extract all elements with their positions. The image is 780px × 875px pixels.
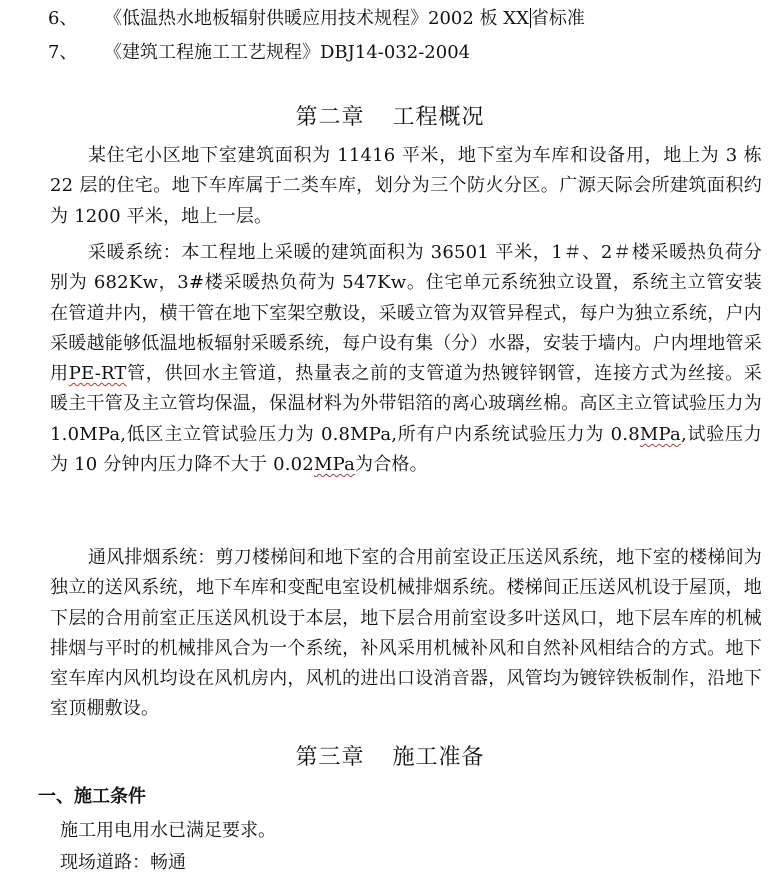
chapter-label: 第二章: [295, 105, 365, 130]
heating-text-d: 为合格。: [355, 454, 428, 476]
heating-text-c: ,试验压力为 10 分钟内压力降不大于 0.02: [50, 423, 762, 476]
heating-system-paragraph: [50, 238, 762, 480]
spellcheck-mark: MPa: [639, 423, 681, 445]
spellcheck-mark: PE-RT: [68, 363, 127, 385]
reference-text: 《低温热水地板辐射供暖应用技术规程》2002 板 XX: [104, 8, 529, 29]
overview-paragraph: 某住宅小区地下室建筑面积为 11416 平米，地下室为车库和设备用，地上为 3 栋 22 层的住宅。地下车库属于二类车库，划分为三个防火分区。广源天际会所建筑面积约为 1200 平米，地上一层。: [50, 145, 762, 227]
reference-text: 《建筑工程施工工艺规程》DBJ14-032-2004: [104, 42, 471, 63]
chapter-label: 第三章: [295, 745, 365, 770]
reference-number: 6、: [48, 8, 78, 29]
reference-item-6: [48, 7, 585, 31]
spellcheck-mark: MPa: [313, 454, 356, 476]
reference-item-7: [48, 41, 470, 65]
chapter-title: 工程概况: [392, 105, 485, 130]
text-line: 现场道路：畅通: [60, 852, 186, 873]
chapter-title: 施工准备: [392, 745, 485, 770]
heating-text-a: 采暖系统：本工程地上采暖的建筑面积为 36501 平米，1＃、2＃楼采暖热负荷分别为 682Kw，3#楼采暖热负荷为 547Kw。住宅单元系统独立设置，系统主立管安装在管道井内，横干管在地下室架空敷设，采暖立管为双管异程式，每户为独立系统，户内采暖越能够低温地板辐射采暖系统，每户设有集（分）水器，安装于墙内。户内埋地管采用: [50, 242, 762, 385]
heating-text-b: 管，供回水主管道，热量表之前的支管道为热镀锌钢管，连接方式为丝接。采暖主干管及主立管均保温，保温材料为外带铝箔的离心玻璃丝棉。高区主立管试验压力为 1.0MPa,低区主立管试验压力为 0.8MPa,所有户内系统试验压力为 0.8: [50, 363, 763, 445]
reference-number: 7、: [48, 42, 78, 63]
text-line: 施工用电用水已满足要求。: [60, 820, 276, 841]
chapter-2-heading: [0, 104, 780, 132]
chapter-3-heading: [0, 744, 780, 772]
ventilation-paragraph: 通风排烟系统：剪刀楼梯间和地下室的合用前室设正压送风系统，地下室的楼梯间为独立的送风系统，地下车库和变配电室设机械排烟系统。楼梯间正压送风机设于屋顶，地下层的合用前室正压送风机设于本层，地下层合用前室设多叶送风口，地下层车库的机械排烟与平时的机械排风合为一个系统，补风采用机械补风和自然补风相结合的方式。地下室车库内风机均设在风机房内，风机的进出口设消音器，风管均为镀锌铁板制作，沿地下室顶棚敷设。: [50, 547, 762, 720]
reference-tail: 省标准: [530, 8, 585, 29]
section-heading: 一、施工条件: [38, 786, 146, 807]
